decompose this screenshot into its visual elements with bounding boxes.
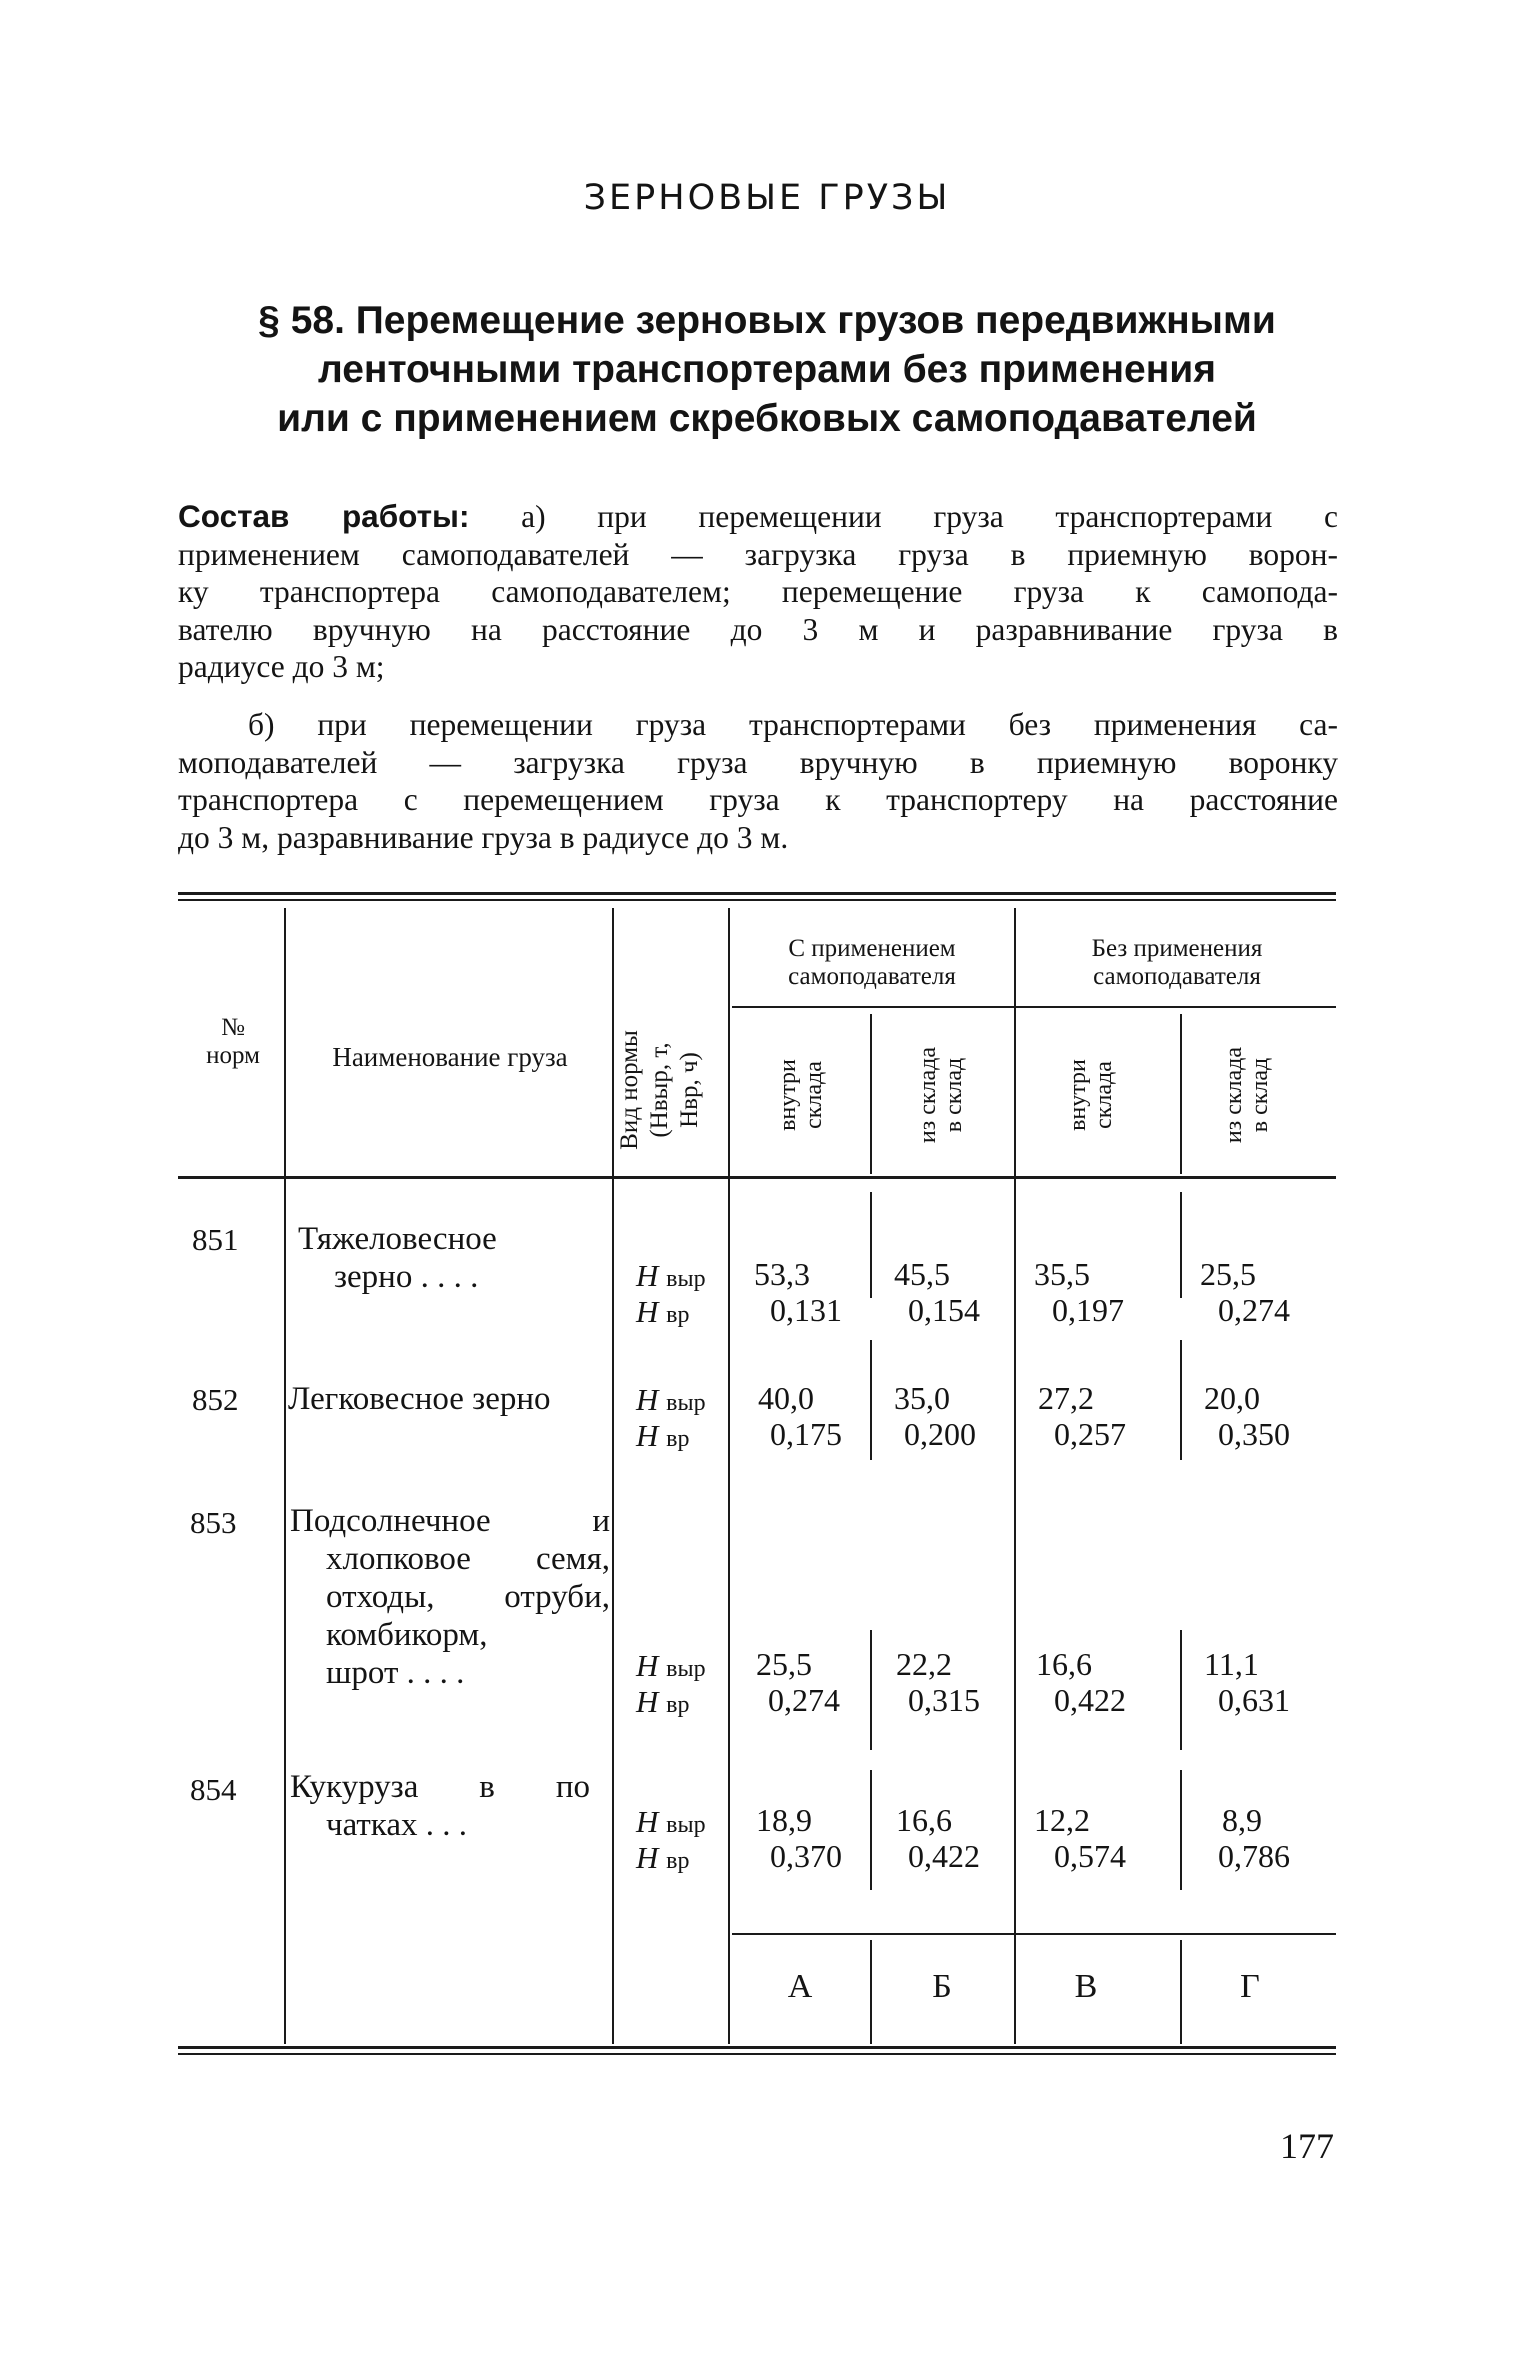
work-composition-a <box>178 498 1338 686</box>
section-title-line: § 58. Перемещение зерновых грузов передвижными <box>258 299 1276 342</box>
header-text: (Hвыр, т, <box>646 1042 673 1138</box>
paragraph-line: радиусе до 3 м; <box>178 649 385 684</box>
value-c-time: 0,257 <box>1054 1416 1126 1452</box>
name-line: Тяжеловесное <box>298 1221 497 1257</box>
col-rule <box>1180 1630 1182 1750</box>
paragraph-line: ку транспортера самоподавателем; перемещение груза к самопода- <box>178 574 1338 609</box>
col-rule <box>1180 1340 1182 1460</box>
value-a-output: 25,5 <box>756 1646 812 1682</box>
value-b-time: 0,315 <box>908 1682 980 1718</box>
group-rule <box>1022 1006 1336 1008</box>
norm-number: 853 <box>190 1505 237 1540</box>
col-rule <box>870 1940 872 2044</box>
header-text: № <box>221 1014 245 1041</box>
section-title-line: или с применением скребковых самоподавателей <box>277 397 1257 440</box>
header-text: внутри <box>775 1059 801 1131</box>
value-d-output: 25,5 <box>1200 1256 1256 1292</box>
value-a-output: 40,0 <box>758 1380 814 1416</box>
value-d-time: 0,631 <box>1218 1682 1290 1718</box>
col-rule <box>1180 1192 1182 1298</box>
value-b-output: 45,5 <box>894 1256 950 1292</box>
value-c-output: 35,5 <box>1034 1256 1090 1292</box>
col-rule <box>870 1630 872 1750</box>
value-d-time: 0,350 <box>1218 1416 1290 1452</box>
kind-output <box>636 1382 706 1421</box>
kind-time <box>636 1294 689 1333</box>
header-text: в склад <box>1247 1057 1273 1133</box>
header-text: норм <box>206 1042 260 1069</box>
value-d-time: 0,274 <box>1218 1292 1290 1328</box>
col-no-header <box>185 1014 281 1070</box>
kind-sub: выр <box>666 1266 706 1292</box>
value-b-time: 0,154 <box>908 1292 980 1328</box>
name-line: Подсолнечное и <box>290 1503 610 1539</box>
norm-number: 852 <box>192 1382 239 1417</box>
kind-h: Н <box>636 1804 659 1839</box>
value-a-output: 18,9 <box>756 1802 812 1838</box>
col-rule <box>1180 1770 1182 1890</box>
name-line: шрот . . . . <box>326 1655 465 1691</box>
page-number: 177 <box>1280 2126 1334 2166</box>
kind-h: Н <box>636 1382 659 1417</box>
header-text: Без применения <box>1091 935 1263 962</box>
value-b-time: 0,200 <box>904 1416 976 1452</box>
col-rule <box>870 1340 872 1460</box>
column-letter: Г <box>1240 1968 1260 2005</box>
value-c-output: 27,2 <box>1038 1380 1094 1416</box>
col-rule <box>1180 1014 1182 1174</box>
column-letter: В <box>1074 1968 1098 2005</box>
value-c-output: 12,2 <box>1034 1802 1090 1838</box>
kind-h: Н <box>636 1840 659 1875</box>
name-line: чатках . . . <box>326 1807 467 1843</box>
kind-sub: вр <box>666 1302 690 1328</box>
kind-sub: выр <box>666 1656 706 1682</box>
paragraph-line: моподавателей — загрузка груза вручную в приемную воронку <box>178 744 1338 780</box>
value-d-output: 8,9 <box>1222 1802 1262 1838</box>
kind-h: Н <box>636 1258 659 1293</box>
value-a-time: 0,131 <box>770 1292 842 1328</box>
col-rule <box>870 1014 872 1174</box>
paragraph-line: транспортера с перемещением груза к транспортеру на расстояние <box>178 782 1338 817</box>
col-name-header: Наименование груза <box>332 1042 568 1072</box>
value-b-output: 35,0 <box>894 1380 950 1416</box>
cargo-name <box>290 1502 610 1692</box>
paragraph-line <box>178 498 1338 536</box>
kind-time <box>636 1840 689 1879</box>
header-text: склада <box>801 1061 827 1129</box>
sub-inside-with <box>775 1025 845 1165</box>
table-bottom-rule <box>178 2053 1336 2055</box>
kind-output <box>636 1804 706 1843</box>
kind-output <box>636 1648 706 1687</box>
col-rule <box>1014 908 1016 2044</box>
col-rule <box>870 1770 872 1890</box>
norm-number: 854 <box>190 1772 237 1807</box>
kind-sub: вр <box>666 1848 690 1874</box>
col-kind-header <box>615 1000 725 1180</box>
table-top-rule <box>178 892 1336 895</box>
sub-inside-without <box>1065 1025 1135 1165</box>
value-b-output: 22,2 <box>896 1646 952 1682</box>
value-a-time: 0,274 <box>768 1682 840 1718</box>
header-text: самоподавателя <box>1093 963 1261 990</box>
header-text: Hвр, ч) <box>676 1052 703 1128</box>
value-a-output: 53,3 <box>754 1256 810 1292</box>
value-a-time: 0,175 <box>770 1416 842 1452</box>
table-top-rule <box>178 899 1336 901</box>
value-a-time: 0,370 <box>770 1838 842 1874</box>
section-title-line: ленточными транспортерами без применения <box>317 348 1217 391</box>
section-title <box>160 296 1374 443</box>
header-text: самоподавателя <box>788 963 956 990</box>
cargo-name <box>288 1380 608 1418</box>
name-line: хлопковое семя, <box>326 1541 610 1577</box>
sub-from-without <box>1221 1025 1291 1165</box>
col-rule <box>1180 1940 1182 2044</box>
header-text: в склад <box>941 1057 967 1133</box>
header-text: внутри <box>1065 1059 1091 1131</box>
value-c-output: 16,6 <box>1036 1646 1092 1682</box>
column-letter: Б <box>932 1968 952 2005</box>
header-text: из склада <box>1221 1046 1247 1144</box>
norm-number: 851 <box>192 1222 239 1257</box>
letters-rule <box>732 1933 1336 1935</box>
sub-from-with <box>915 1025 985 1165</box>
line-text: а) при перемещении груза транспортерами с <box>521 499 1338 534</box>
column-letter: А <box>787 1968 813 2005</box>
header-text: Вид нормы <box>616 1030 643 1150</box>
cargo-name <box>298 1220 598 1296</box>
kind-sub: выр <box>666 1812 706 1838</box>
col-rule <box>728 908 730 2044</box>
kind-h: Н <box>636 1294 659 1329</box>
value-c-time: 0,197 <box>1052 1292 1124 1328</box>
kind-time <box>636 1684 689 1723</box>
paragraph-line: вателю вручную на расстояние до 3 м и разравнивание груза в <box>178 611 1338 647</box>
header-text: склада <box>1091 1061 1117 1129</box>
name-line: Легковесное зерно <box>288 1381 551 1417</box>
name-line: отходы, отруби, <box>326 1579 610 1615</box>
paragraph-line: до 3 м, разравнивание груза в радиусе до 3 м. <box>178 819 789 855</box>
kind-sub: выр <box>666 1390 706 1416</box>
name-line: зерно . . . . <box>334 1259 479 1295</box>
value-b-output: 16,6 <box>896 1802 952 1838</box>
value-d-time: 0,786 <box>1218 1838 1290 1874</box>
group-rule <box>732 1006 1022 1008</box>
work-composition-b <box>178 706 1338 856</box>
value-d-output: 20,0 <box>1204 1380 1260 1416</box>
group-with-feeder <box>734 935 1010 991</box>
name-line: Кукуруза в по <box>290 1769 590 1805</box>
paragraph-line: б) при перемещении груза транспортерами без применения са- <box>248 707 1338 742</box>
running-header: ЗЕРНОВЫЕ ГРУЗЫ <box>583 178 951 218</box>
kind-h: Н <box>636 1418 659 1453</box>
col-rule <box>870 1192 872 1298</box>
kind-output <box>636 1258 706 1297</box>
kind-h: Н <box>636 1684 659 1719</box>
value-b-time: 0,422 <box>908 1838 980 1874</box>
col-rule <box>612 908 614 2044</box>
header-text: из склада <box>915 1046 941 1144</box>
header-bottom-rule <box>178 1176 1336 1179</box>
col-rule <box>284 908 286 2044</box>
kind-h: Н <box>636 1648 659 1683</box>
kind-sub: вр <box>666 1692 690 1718</box>
header-text: С применением <box>788 935 956 962</box>
table-bottom-rule <box>178 2046 1336 2049</box>
value-c-time: 0,574 <box>1054 1838 1126 1874</box>
value-d-output: 11,1 <box>1204 1646 1259 1682</box>
name-line: комбикорм, <box>326 1617 488 1653</box>
group-without-feeder <box>1022 935 1332 991</box>
paragraph-line: применением самоподавателей — загрузка груза в приемную ворон- <box>178 536 1338 572</box>
kind-sub: вр <box>666 1426 690 1452</box>
cargo-name <box>290 1768 590 1844</box>
work-lead: Состав работы: <box>178 498 470 534</box>
value-c-time: 0,422 <box>1054 1682 1126 1718</box>
kind-time <box>636 1418 689 1457</box>
